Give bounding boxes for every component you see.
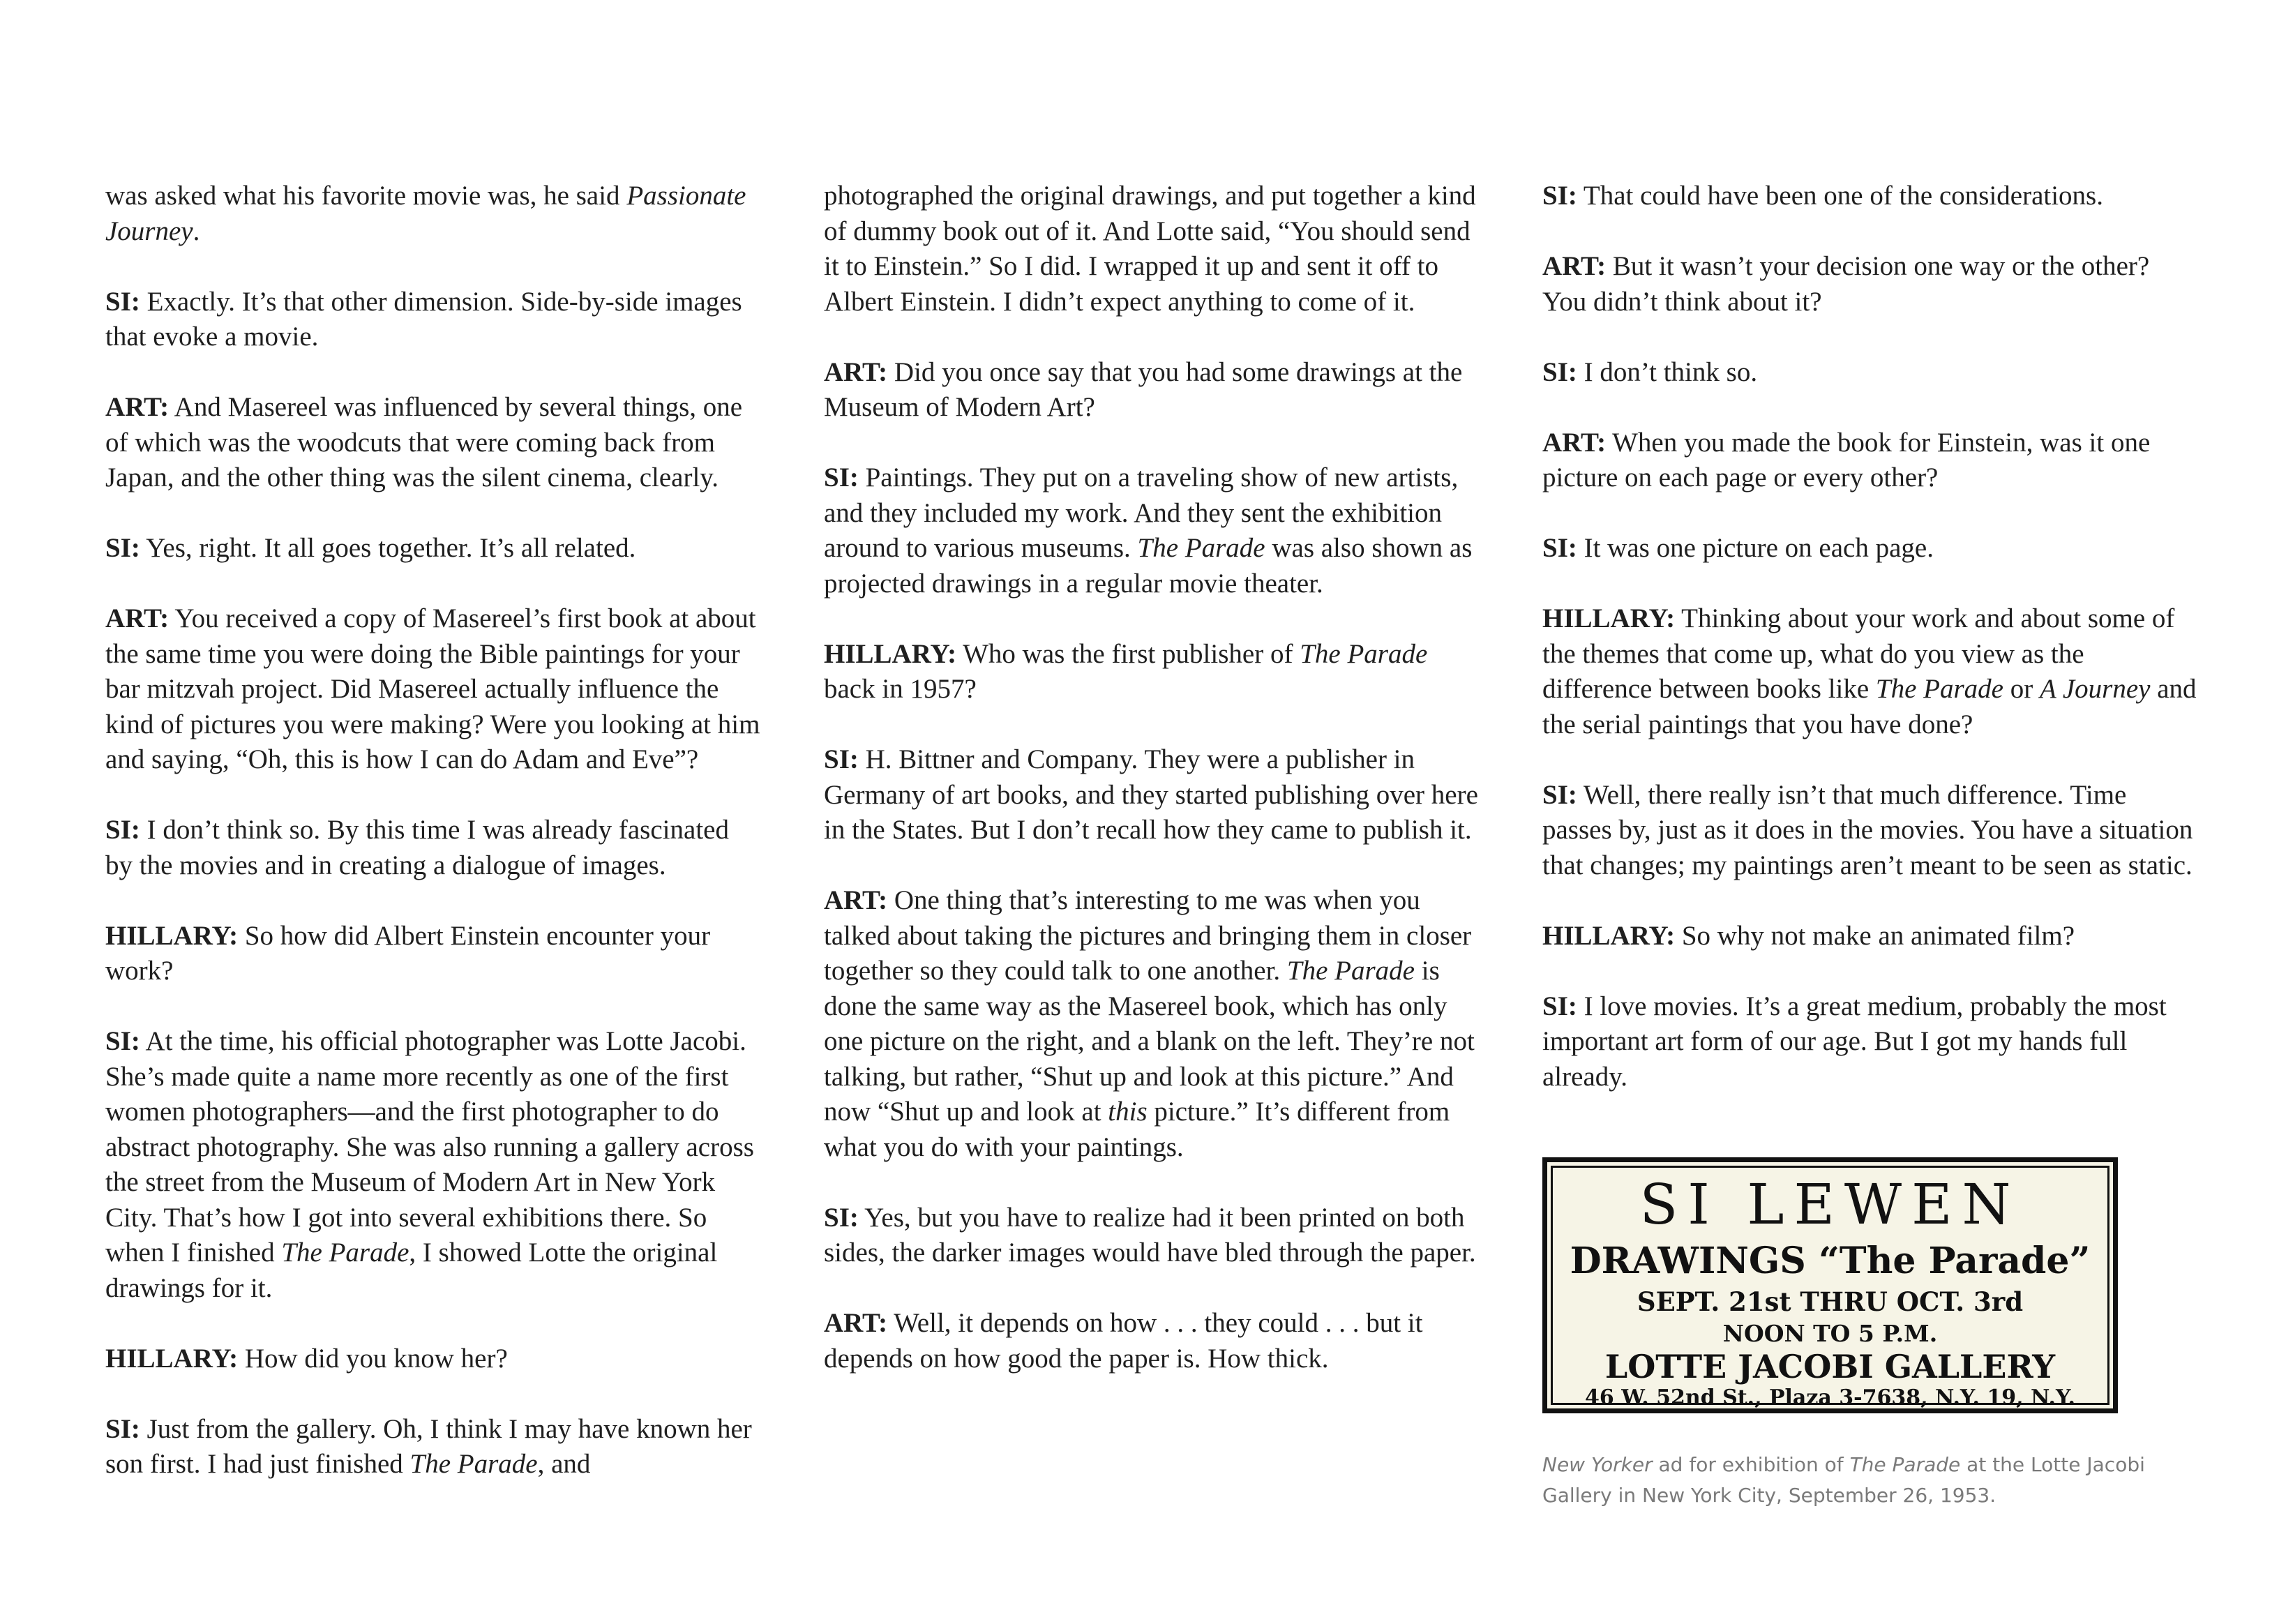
paragraph-text: Well, it depends on how . . . they could . . . but it depends on how good the paper is. How thick. bbox=[824, 1308, 1423, 1374]
paragraph-text: It was one picture on each page. bbox=[1577, 533, 1934, 563]
speaker-label: HILLARY: bbox=[105, 920, 239, 951]
italic-text: The Parade bbox=[409, 1449, 538, 1479]
speaker-label: ART: bbox=[1542, 427, 1607, 458]
speaker-label: SI: bbox=[105, 1413, 140, 1444]
interview-paragraph bbox=[1542, 601, 2198, 742]
ad-artist-name: SI LEWEN bbox=[1639, 1172, 2021, 1237]
speaker-label: SI: bbox=[105, 1026, 140, 1056]
paragraph-text: How did you know her? bbox=[238, 1343, 508, 1374]
ad-exhibition-title: DRAWINGS “The Parade” bbox=[1570, 1240, 2091, 1282]
text-column-1 bbox=[105, 179, 761, 1517]
interview-paragraph bbox=[1542, 355, 2198, 391]
ad-gallery-name: LOTTE JACOBI GALLERY bbox=[1604, 1348, 2056, 1385]
interview-paragraph bbox=[105, 1341, 761, 1377]
interview-paragraph bbox=[824, 179, 1480, 319]
speaker-label: HILLARY: bbox=[1542, 603, 1676, 633]
italic-text: The Parade bbox=[281, 1238, 409, 1268]
speaker-label: SI: bbox=[1542, 779, 1577, 810]
paragraph-text: Thinking about your work and about some of the themes that come up, what do you view as the difference between books like bbox=[1542, 603, 2175, 704]
interview-paragraph bbox=[824, 355, 1480, 426]
interview-paragraph bbox=[105, 390, 761, 496]
speaker-label: SI: bbox=[824, 744, 859, 774]
speaker-label: SI: bbox=[1542, 991, 1577, 1021]
text-column-2 bbox=[824, 179, 1480, 1412]
paragraph-text: and the serial paintings that you have done? bbox=[1542, 674, 2197, 739]
speaker-label: SI: bbox=[824, 1202, 859, 1233]
paragraph-text: was asked what his favorite movie was, he said bbox=[105, 181, 627, 211]
paragraph-text: When you made the book for Einstein, was it one picture on each page or every other? bbox=[1542, 427, 2151, 493]
paragraph-text: Who was the first publisher of bbox=[956, 638, 1300, 669]
paragraph-text: Yes, right. It all goes together. It’s all related. bbox=[140, 533, 636, 563]
speaker-label: HILLARY: bbox=[105, 1343, 239, 1374]
speaker-label: SI: bbox=[824, 463, 859, 493]
interview-paragraph bbox=[105, 179, 761, 249]
interview-paragraph bbox=[824, 1306, 1480, 1376]
italic-text: The Parade bbox=[1286, 956, 1415, 986]
interview-paragraph bbox=[1542, 778, 2198, 884]
paragraph-text: . bbox=[193, 216, 200, 246]
speaker-label: HILLARY: bbox=[824, 638, 957, 669]
interview-paragraph bbox=[105, 601, 761, 778]
italic-text: this bbox=[1108, 1097, 1148, 1127]
speaker-label: SI: bbox=[1542, 181, 1577, 211]
paragraph-text: So how did Albert Einstein encounter your work? bbox=[105, 920, 711, 986]
paragraph-text: I don’t think so. By this time I was already fascinated by the movies and in creating a dialogue of images. bbox=[105, 815, 729, 880]
italic-text: The Parade bbox=[1300, 638, 1428, 669]
italic-text: A Journey bbox=[2039, 674, 2151, 704]
caption-text-1: ad for exhibition of bbox=[1652, 1453, 1850, 1476]
paragraph-text: picture.” It’s different from what you do with your paintings. bbox=[824, 1097, 1450, 1162]
speaker-label: SI: bbox=[1542, 533, 1577, 563]
interview-paragraph bbox=[105, 813, 761, 883]
paragraph-text: One thing that’s interesting to me was when you talked about taking the pictures and bringing them in closer together so they could talk to one another. bbox=[824, 885, 1472, 986]
interview-paragraph bbox=[824, 742, 1480, 848]
paragraph-text: Paintings. They put on a traveling show of new artists, and they included my work. And they sent the exhibition around to various museums. bbox=[824, 463, 1459, 563]
interview-paragraph bbox=[1542, 919, 2198, 954]
ad-hours: NOON TO 5 P.M. bbox=[1722, 1320, 1938, 1347]
interview-paragraph bbox=[1542, 426, 2198, 496]
paragraph-text: was also shown as projected drawings in a regular movie theater. bbox=[824, 533, 1473, 599]
interview-paragraph bbox=[1542, 179, 2198, 214]
ad-address: 46 W. 52nd St., Plaza 3-7638, N.Y. 19, N.Y. bbox=[1585, 1385, 2075, 1410]
interview-paragraph bbox=[824, 1201, 1480, 1271]
speaker-label: SI: bbox=[105, 286, 140, 317]
interview-paragraph bbox=[1542, 531, 2198, 566]
interview-paragraph bbox=[824, 883, 1480, 1165]
interview-paragraph bbox=[105, 531, 761, 566]
interview-paragraph bbox=[105, 285, 761, 355]
paragraph-text: is done the same way as the Masereel book, which has only one picture on the right, and a blank on the left. They’re not talking, but rather, “Shut up and look at this picture.” And now “Shut up and look at bbox=[824, 956, 1475, 1127]
paragraph-text: or bbox=[2003, 674, 2040, 704]
interview-paragraph bbox=[105, 1024, 761, 1306]
italic-text: The Parade bbox=[1137, 533, 1265, 563]
speaker-label: ART: bbox=[1542, 251, 1607, 281]
interview-paragraph bbox=[105, 919, 761, 989]
interview-paragraph bbox=[1542, 989, 2198, 1095]
paragraph-text: I love movies. It’s a great medium, probably the most important art form of our age. But I got my hands full already. bbox=[1542, 991, 2167, 1092]
speaker-label: SI: bbox=[105, 815, 140, 845]
paragraph-text: Did you once say that you had some drawings at the Museum of Modern Art? bbox=[824, 356, 1463, 422]
speaker-label: ART: bbox=[824, 1308, 888, 1338]
interview-paragraph bbox=[1542, 249, 2198, 319]
paragraph-text: back in 1957? bbox=[824, 674, 977, 704]
italic-text: Passionate Journey bbox=[105, 181, 746, 246]
paragraph-text: Yes, but you have to realize had it been printed on both sides, the darker images would have bled through the paper. bbox=[824, 1202, 1476, 1268]
image-caption bbox=[1542, 1450, 2170, 1511]
text-column-3 bbox=[1542, 179, 2198, 1130]
paragraph-text: But it wasn’t your decision one way or the other? You didn’t think about it? bbox=[1542, 251, 2150, 317]
caption-text-2: at the Lotte Jacobi Gallery in New York City, September 26, 1953. bbox=[1542, 1453, 2145, 1507]
speaker-label: ART: bbox=[105, 392, 170, 422]
paragraph-text: I don’t think so. bbox=[1577, 356, 1758, 387]
paragraph-text: Exactly. It’s that other dimension. Side-by-side images that evoke a movie. bbox=[105, 286, 742, 352]
paragraph-text: That could have been one of the considerations. bbox=[1577, 181, 2103, 211]
speaker-label: SI: bbox=[1542, 356, 1577, 387]
interview-paragraph bbox=[105, 1412, 761, 1482]
speaker-label: ART: bbox=[824, 885, 888, 915]
speaker-label: SI: bbox=[105, 533, 140, 563]
speaker-label: ART: bbox=[824, 356, 888, 387]
new-yorker-ad-image bbox=[1542, 1157, 2118, 1413]
interview-paragraph bbox=[824, 637, 1480, 707]
interview-paragraph bbox=[824, 460, 1480, 601]
paragraph-text: At the time, his official photographer was Lotte Jacobi. She’s made quite a name more recently as one of the first women photographers—and the first photographer to do abstract photography. She was also running a gallery across the street from the Museum of Modern Art in New York City. That’s how I got into several exhibitions there. So when I finished bbox=[105, 1026, 754, 1268]
paragraph-text: And Masereel was influenced by several things, one of which was the woodcuts that were coming back from Japan, and the other thing was the silent cinema, clearly. bbox=[105, 392, 743, 493]
speaker-label: HILLARY: bbox=[1542, 920, 1676, 951]
italic-text: The Parade bbox=[1875, 674, 2003, 704]
paragraph-text: Just from the gallery. Oh, I think I may have known her son first. I had just finished bbox=[105, 1413, 752, 1479]
speaker-label: ART: bbox=[105, 603, 170, 633]
caption-book-title: The Parade bbox=[1849, 1453, 1961, 1476]
paragraph-text: So why not make an animated film? bbox=[1675, 920, 2075, 951]
paragraph-text: , and bbox=[537, 1449, 591, 1479]
ad-dates: SEPT. 21st THRU OCT. 3rd bbox=[1637, 1286, 2024, 1317]
paragraph-text: You received a copy of Masereel’s first book at about the same time you were doing the Bible paintings for your bar mitzvah project. Did Masereel actually influence the kind of pictures you were making? Were you looking at him and saying, “Oh, this is how I can do Adam and Eve”? bbox=[105, 603, 760, 774]
paragraph-text: H. Bittner and Company. They were a publisher in Germany of art books, and they started publishing over here in the States. But I don’t recall how they came to publish it. bbox=[824, 744, 1478, 845]
paragraph-text: , I showed Lotte the original drawings for it. bbox=[105, 1238, 718, 1303]
caption-publication: New Yorker bbox=[1542, 1453, 1653, 1476]
paragraph-text: photographed the original drawings, and put together a kind of dummy book out of it. And Lotte said, “You should send it to Einstein.” So I did. I wrapped it up and sent it off to Albert Einstein. I didn’t expect anything to come of it. bbox=[824, 181, 1476, 317]
paragraph-text: Well, there really isn’t that much difference. Time passes by, just as it does in the movies. You have a situation that changes; my paintings aren’t meant to be seen as static. bbox=[1542, 779, 2193, 880]
